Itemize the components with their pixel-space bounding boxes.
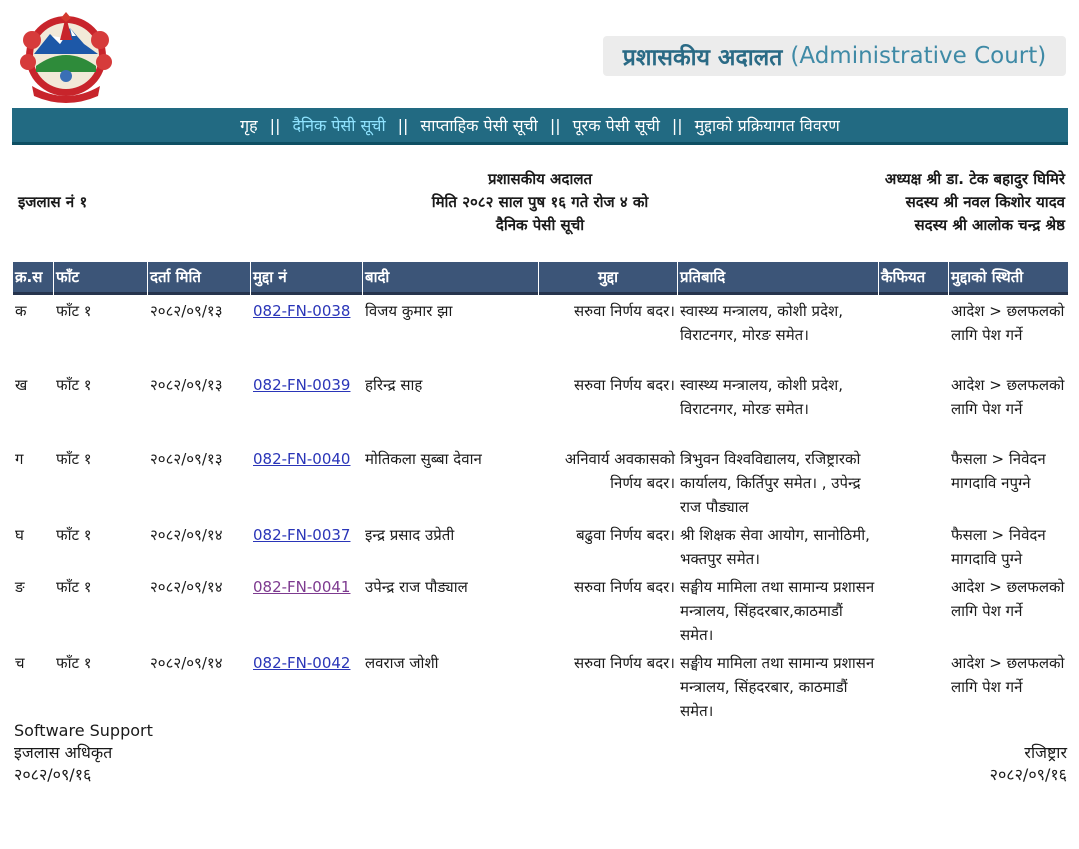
table-row: [13, 295, 1068, 369]
nav-daily-list[interactable]: दैनिक पेसी सूची: [292, 116, 386, 135]
cell-defendant: त्रिभुवन विश्वविद्यालय, रजिष्ट्रारको कार्यालय, किर्तिपुर समेत। , उपेन्द्र राज पौड्याल: [680, 450, 861, 516]
cell-sn: ग: [15, 450, 24, 468]
cell-faant: फाँट १: [56, 302, 92, 320]
site-title: [603, 36, 1066, 76]
case-number-link[interactable]: 082-FN-0037: [253, 526, 351, 544]
case-number-link[interactable]: 082-FN-0038: [253, 302, 351, 320]
cell-date: २०८२/०९/१४: [150, 654, 223, 672]
cell-status: आदेश > छलफलको लागि पेश गर्ने: [951, 578, 1065, 620]
cell-case-no: [251, 295, 362, 369]
nav-case-process-details[interactable]: मुद्दाको प्रक्रियागत विवरण: [694, 116, 840, 135]
cell-status: आदेश > छलफलको लागि पेश गर्ने: [951, 302, 1065, 344]
cell-plaintiff: विजय कुमार झा: [365, 302, 453, 320]
col-header-plaintiff: बादी: [363, 262, 538, 295]
table-row: [13, 647, 1068, 723]
cell-date: २०८२/०९/१३: [150, 376, 223, 394]
nav-separator: ||: [671, 115, 683, 135]
nav-separator: ||: [397, 115, 409, 135]
cell-faant: फाँट १: [56, 450, 92, 468]
cell-faant: फाँट १: [56, 578, 92, 596]
member-chair: अध्यक्ष श्री डा. टेक बहादुर घिमिरे: [884, 170, 1065, 188]
case-number-link[interactable]: 082-FN-0039: [253, 376, 351, 394]
cell-sn: घ: [15, 526, 24, 544]
cell-defendant: सङ्घीय मामिला तथा सामान्य प्रशासन मन्त्रालय, सिंहदरबार,काठमाडौं समेत।: [680, 578, 875, 644]
nav-separator: ||: [269, 115, 281, 135]
col-header-defendant: प्रतिबादि: [678, 262, 878, 295]
table-row: [13, 369, 1068, 443]
col-header-case: मुद्दा: [539, 262, 677, 295]
cell-case: अनिवार्य अवकासको निर्णय बदर।: [564, 450, 675, 492]
court-name: प्रशासकीय अदालत: [487, 170, 593, 188]
case-number-link[interactable]: 082-FN-0042: [253, 654, 351, 672]
cell-plaintiff: लवराज जोशी: [365, 654, 439, 672]
title-nepali: प्रशासकीय अदालत: [622, 45, 783, 71]
cell-status: आदेश > छलफलको लागि पेश गर्ने: [951, 654, 1065, 696]
cell-date: २०८२/०९/१३: [150, 450, 223, 468]
registrar-date: २०८२/०९/१६: [989, 765, 1067, 784]
cell-remarks: [879, 571, 948, 647]
list-heading: [380, 168, 700, 237]
cell-date: २०८२/०९/१३: [150, 302, 223, 320]
cell-plaintiff: मोतिकला सुब्बा देवान: [365, 450, 482, 468]
case-number-link[interactable]: 082-FN-0041: [253, 578, 351, 596]
col-header-remarks: कैफियत: [879, 262, 948, 295]
cell-case-no: [251, 443, 362, 519]
cell-case: सरुवा निर्णय बदर।: [574, 376, 675, 394]
cell-defendant: स्वास्थ्य मन्त्रालय, कोशी प्रदेश, विराटनगर, मोरङ समेत।: [680, 302, 843, 344]
cell-remarks: [879, 295, 948, 369]
date-line: मिति २०८२ साल पुष १६ गते रोज ४ को: [431, 193, 649, 211]
member: सदस्य श्री नवल किशोर यादव: [905, 193, 1065, 211]
cell-case-no: [251, 647, 362, 723]
nav-weekly-list[interactable]: साप्ताहिक पेसी सूची: [420, 116, 538, 135]
bench-members: [885, 168, 1065, 237]
cell-defendant: सङ्घीय मामिला तथा सामान्य प्रशासन मन्त्रालय, सिंहदरबार, काठमाडौं समेत।: [680, 654, 875, 720]
cell-date: २०८२/०९/१४: [150, 526, 223, 544]
nav-supplementary-list[interactable]: पूरक पेसी सूची: [572, 116, 660, 135]
list-title: दैनिक पेसी सूची: [495, 216, 585, 234]
cell-plaintiff: हरिन्द्र साह: [365, 376, 423, 394]
footer-right: [990, 742, 1067, 786]
table-header-row: [13, 262, 1068, 295]
registrar-label: रजिष्ट्रार: [1024, 743, 1067, 762]
cell-status: फैसला > निवेदन मागदावि पुग्ने: [951, 526, 1046, 568]
bench-number: इजलास नं १: [18, 193, 88, 211]
cell-case-no: [251, 571, 362, 647]
col-header-status: मुद्दाको स्थिती: [949, 262, 1068, 295]
cell-case: बढुवा निर्णय बदर।: [576, 526, 675, 544]
cell-plaintiff: उपेन्द्र राज पौड्याल: [365, 578, 468, 596]
cell-plaintiff: इन्द्र प्रसाद उप्रेती: [365, 526, 455, 544]
nepal-emblem-icon: [12, 10, 120, 105]
cell-remarks: [879, 443, 948, 519]
cell-sn: ख: [15, 376, 28, 394]
cell-faant: फाँट १: [56, 376, 92, 394]
cell-status: फैसला > निवेदन मागदावि नपुग्ने: [951, 450, 1046, 492]
cell-case: सरुवा निर्णय बदर।: [574, 654, 675, 672]
cell-defendant: स्वास्थ्य मन्त्रालय, कोशी प्रदेश, विराटनगर, मोरङ समेत।: [680, 376, 843, 418]
cell-remarks: [879, 369, 948, 443]
table-row: [13, 443, 1068, 519]
cell-sn: च: [15, 654, 25, 672]
cell-case: सरुवा निर्णय बदर।: [574, 302, 675, 320]
member: सदस्य श्री आलोक चन्द्र श्रेष्ठ: [914, 216, 1065, 234]
footer-left: [14, 720, 153, 786]
nav-home[interactable]: गृह: [240, 116, 258, 135]
cell-faant: फाँट १: [56, 654, 92, 672]
cell-date: २०८२/०९/१४: [150, 578, 223, 596]
table-row: [13, 519, 1068, 571]
cell-case-no: [251, 369, 362, 443]
table-row: [13, 571, 1068, 647]
bench-officer-label: इजलास अधिकृत: [14, 743, 113, 762]
case-number-link[interactable]: 082-FN-0040: [253, 450, 351, 468]
cell-faant: फाँट १: [56, 526, 92, 544]
main-nav: [12, 108, 1068, 145]
cell-case-no: [251, 519, 362, 571]
cell-status: आदेश > छलफलको लागि पेश गर्ने: [951, 376, 1065, 418]
cause-list-table: [12, 262, 1069, 723]
cell-remarks: [879, 647, 948, 723]
col-header-date: दर्ता मिति: [148, 262, 250, 295]
cell-defendant: श्री शिक्षक सेवा आयोग, सानोठिमी, भक्तपुर समेत।: [680, 526, 870, 568]
bench-officer-date: २०८२/०९/१६: [14, 765, 92, 784]
title-english: (Administrative Court): [790, 43, 1047, 69]
software-support-label: Software Support: [14, 721, 153, 740]
cell-case: सरुवा निर्णय बदर।: [574, 578, 675, 596]
cell-sn: ङ: [15, 578, 25, 596]
col-header-faant: फाँट: [54, 262, 147, 295]
cell-sn: क: [15, 302, 27, 320]
cell-remarks: [879, 519, 948, 571]
nav-separator: ||: [549, 115, 561, 135]
col-header-sn: क्र.स: [13, 262, 53, 295]
col-header-case-no: मुद्दा नं: [251, 262, 362, 295]
